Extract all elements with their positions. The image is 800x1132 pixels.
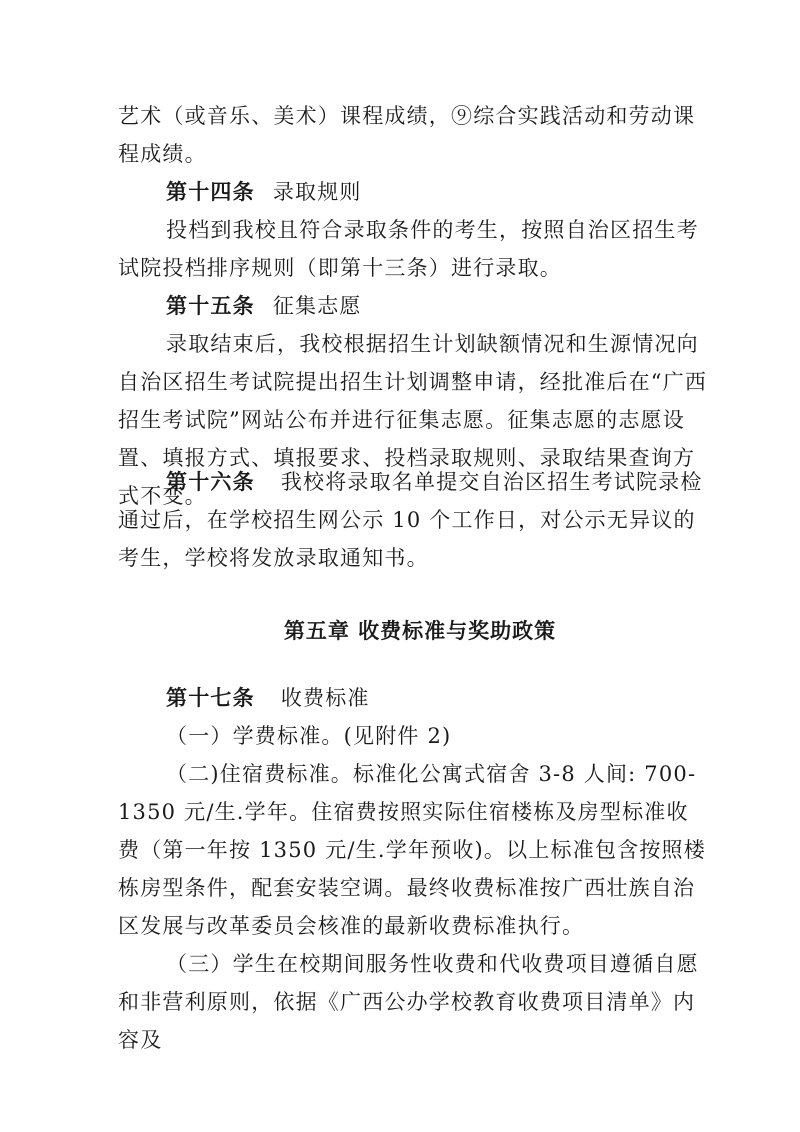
article-title: 征集志愿 <box>272 294 362 318</box>
article-title: 收费标准 <box>280 686 370 710</box>
article-body: 录取结束后，我校根据招生计划缺额情况和生源情况向自治区招生考试院提出招生计划调整申请，经批准后在“广西招生考试院”网站公布并进行征集志愿。征集志愿的志愿设置、填报方式、填报要求、投档录取规则、录取结果查询方式不变。 <box>118 332 708 508</box>
article-number: 第十四条 <box>166 180 255 204</box>
article-17 <box>118 679 708 1059</box>
article-number: 第十六条 <box>166 470 255 494</box>
article-heading-line <box>118 287 708 325</box>
article-14 <box>118 173 708 287</box>
article-16 <box>118 463 708 577</box>
article-title: 录取规则 <box>272 180 362 204</box>
article-text: 我校将录取名单提交自治区招生考试院录检通过后，在学校招生网公示 10 个工作日，对公示无异议的考生，学校将发放录取通知书。 <box>118 470 703 570</box>
article-number: 第十七条 <box>166 686 255 710</box>
fee-item-tuition: （一）学费标准。(见附件 2) <box>166 724 452 748</box>
article-body <box>118 463 708 577</box>
article-heading-line <box>118 679 708 717</box>
chapter-title: 第五章 收费标准与奖助政策 <box>283 619 557 643</box>
article-number: 第十五条 <box>166 294 255 318</box>
fee-item-services: （三）学生在校期间服务性收费和代收费项目遵循自愿和非营利原则，依据《广西公办学校教育收费项目清单》内容及 <box>118 952 699 1052</box>
continued-paragraph <box>118 97 708 173</box>
article-body: 投档到我校且符合录取条件的考生，按照自治区招生考试院投档排序规则（即第十三条）进行录取。 <box>118 218 699 280</box>
article-heading-line <box>118 173 708 211</box>
paragraph-text: 艺术（或音乐、美术）课程成绩，⑨综合实践活动和劳动课程成绩。 <box>118 104 696 166</box>
fee-item-accommodation: （二)住宿费标准。标准化公寓式宿舍 3-8 人间: 700-1350 元/生.学年。住宿费按照实际住宿楼栋及房型标准收费（第一年按 1350 元/生.学年预收)。以上标准包含按照楼栋房型条件，配套安装空调。最终收费标准按广西壮族自治区发展与改革委员会核准的最新收费标准执行。 <box>118 762 706 938</box>
